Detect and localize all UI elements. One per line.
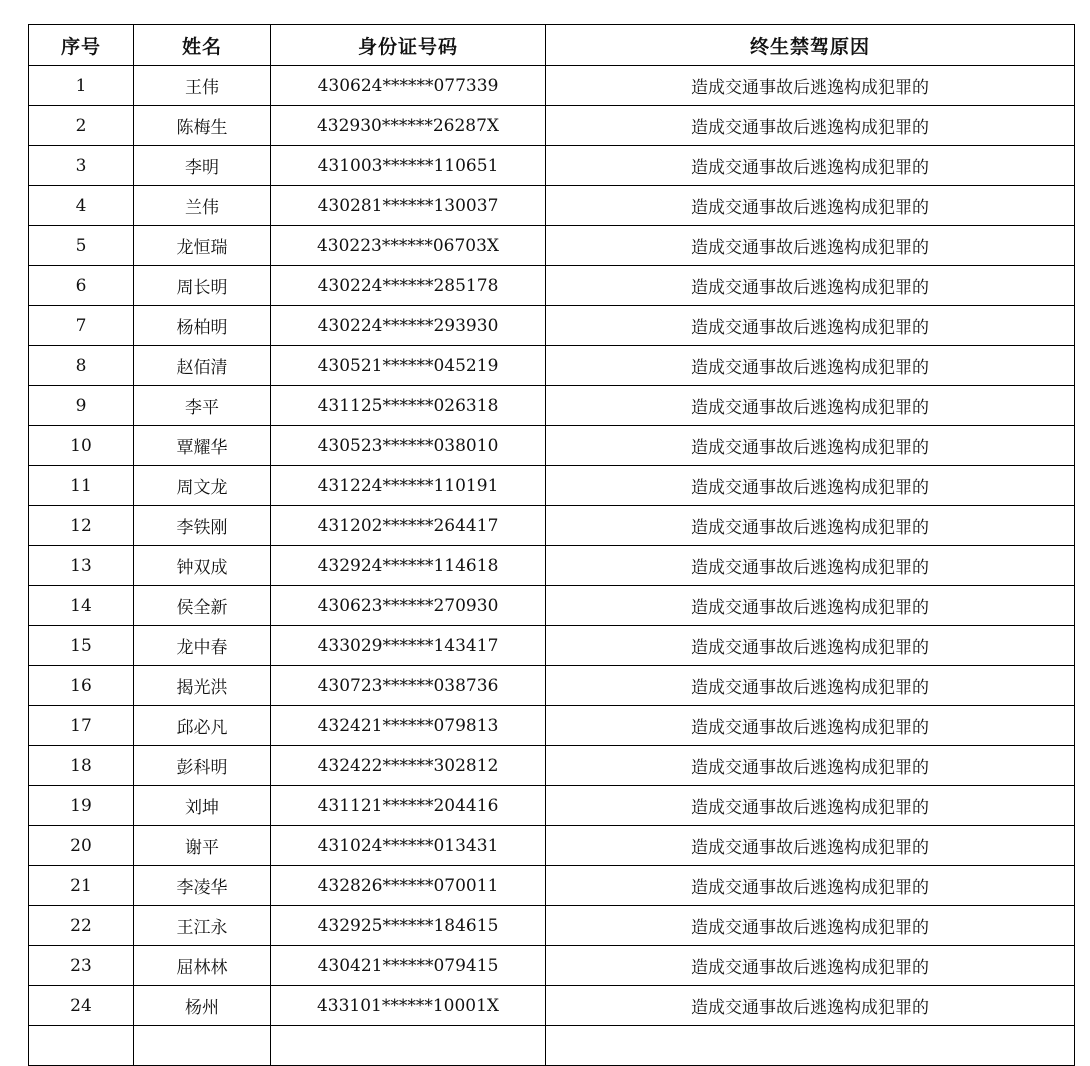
serial-number-cell: 12 [29,506,134,546]
name-cell: 龙恒瑞 [134,226,271,266]
ban-reason-cell: 造成交通事故后逃逸构成犯罪的 [546,306,1075,346]
serial-number-cell: 19 [29,786,134,826]
table-row [29,906,1075,946]
id-number-cell: 432925******184615 [271,906,546,946]
name-cell: 李凌华 [134,866,271,906]
table-row [29,106,1075,146]
table-row [29,786,1075,826]
name-cell: 覃耀华 [134,426,271,466]
serial-number-cell: 8 [29,346,134,386]
ban-reason-cell: 造成交通事故后逃逸构成犯罪的 [546,866,1075,906]
id-number-cell: 430723******038736 [271,666,546,706]
ban-reason-cell: 造成交通事故后逃逸构成犯罪的 [546,426,1075,466]
serial-number-cell: 13 [29,546,134,586]
id-number-cell: 430624******077339 [271,66,546,106]
ban-reason-cell: 造成交通事故后逃逸构成犯罪的 [546,226,1075,266]
serial-number-cell: 24 [29,986,134,1026]
name-cell: 周文龙 [134,466,271,506]
serial-number-cell: 22 [29,906,134,946]
ban-reason-cell: 造成交通事故后逃逸构成犯罪的 [546,266,1075,306]
serial-number-cell: 21 [29,866,134,906]
id-number-cell: 430224******285178 [271,266,546,306]
id-number-cell: 430421******079415 [271,946,546,986]
serial-number-cell: 9 [29,386,134,426]
name-cell: 王伟 [134,66,271,106]
ban-reason-cell: 造成交通事故后逃逸构成犯罪的 [546,986,1075,1026]
id-number-cell: 431125******026318 [271,386,546,426]
header-row [29,25,1075,66]
table-row [29,346,1075,386]
name-cell: 谢平 [134,826,271,866]
name-cell: 陈梅生 [134,106,271,146]
name-cell: 揭光洪 [134,666,271,706]
table-row [29,666,1075,706]
serial-number-cell: 2 [29,106,134,146]
table-row [29,546,1075,586]
name-cell: 周长明 [134,266,271,306]
id-number-cell: 432421******079813 [271,706,546,746]
id-number-cell: 430223******06703X [271,226,546,266]
header-serial-number: 序号 [29,25,134,66]
ban-reason-cell: 造成交通事故后逃逸构成犯罪的 [546,826,1075,866]
id-number-cell: 432930******26287X [271,106,546,146]
name-cell: 龙中春 [134,626,271,666]
ban-reason-cell: 造成交通事故后逃逸构成犯罪的 [546,946,1075,986]
serial-number-cell: 7 [29,306,134,346]
id-number-cell: 430224******293930 [271,306,546,346]
serial-number-cell: 15 [29,626,134,666]
header-name: 姓名 [134,25,271,66]
name-cell: 邱必凡 [134,706,271,746]
ban-reason-cell: 造成交通事故后逃逸构成犯罪的 [546,906,1075,946]
ban-reason-cell: 造成交通事故后逃逸构成犯罪的 [546,106,1075,146]
table-row [29,866,1075,906]
name-cell: 刘坤 [134,786,271,826]
table-row [29,266,1075,306]
name-cell: 王江永 [134,906,271,946]
serial-number-cell: 4 [29,186,134,226]
name-cell: 侯全新 [134,586,271,626]
table-row [29,186,1075,226]
table-row [29,986,1075,1026]
table-row [29,706,1075,746]
serial-number-cell: 14 [29,586,134,626]
header-id-number: 身份证号码 [271,25,546,66]
name-cell: 赵佰清 [134,346,271,386]
serial-number-cell: 20 [29,826,134,866]
name-cell: 杨柏明 [134,306,271,346]
table-row [29,626,1075,666]
ban-reason-cell: 造成交通事故后逃逸构成犯罪的 [546,626,1075,666]
serial-number-cell: 10 [29,426,134,466]
table-row [29,826,1075,866]
id-number-cell: 430281******130037 [271,186,546,226]
id-number-cell: 431202******264417 [271,506,546,546]
id-number-cell: 432924******114618 [271,546,546,586]
table-row [29,1026,1075,1066]
table-row [29,306,1075,346]
table-row [29,746,1075,786]
ban-reason-cell: 造成交通事故后逃逸构成犯罪的 [546,546,1075,586]
table-row [29,386,1075,426]
table-row [29,426,1075,466]
id-number-cell: 431224******110191 [271,466,546,506]
serial-number-cell: 6 [29,266,134,306]
name-cell: 李平 [134,386,271,426]
ban-reason-cell: 造成交通事故后逃逸构成犯罪的 [546,66,1075,106]
table-row [29,946,1075,986]
ban-reason-cell: 造成交通事故后逃逸构成犯罪的 [546,346,1075,386]
name-cell: 屈林林 [134,946,271,986]
name-cell [134,1026,271,1066]
lifetime-driving-ban-table [28,24,1075,1066]
name-cell: 兰伟 [134,186,271,226]
id-number-cell [271,1026,546,1066]
ban-reason-cell: 造成交通事故后逃逸构成犯罪的 [546,746,1075,786]
id-number-cell: 430623******270930 [271,586,546,626]
serial-number-cell: 17 [29,706,134,746]
id-number-cell: 433029******143417 [271,626,546,666]
name-cell: 钟双成 [134,546,271,586]
id-number-cell: 432422******302812 [271,746,546,786]
serial-number-cell: 1 [29,66,134,106]
table-row [29,506,1075,546]
ban-reason-cell: 造成交通事故后逃逸构成犯罪的 [546,706,1075,746]
ban-reason-cell: 造成交通事故后逃逸构成犯罪的 [546,586,1075,626]
header-ban-reason: 终生禁驾原因 [546,25,1075,66]
document-page [28,24,1074,1066]
id-number-cell: 433101******10001X [271,986,546,1026]
serial-number-cell: 16 [29,666,134,706]
id-number-cell: 431003******110651 [271,146,546,186]
ban-reason-cell: 造成交通事故后逃逸构成犯罪的 [546,786,1075,826]
table-row [29,226,1075,266]
table-body [29,66,1075,1066]
table-row [29,66,1075,106]
table-row [29,466,1075,506]
ban-reason-cell: 造成交通事故后逃逸构成犯罪的 [546,186,1075,226]
table-row [29,586,1075,626]
id-number-cell: 430523******038010 [271,426,546,466]
table-row [29,146,1075,186]
ban-reason-cell [546,1026,1075,1066]
serial-number-cell: 11 [29,466,134,506]
id-number-cell: 432826******070011 [271,866,546,906]
name-cell: 李铁刚 [134,506,271,546]
serial-number-cell: 5 [29,226,134,266]
serial-number-cell: 23 [29,946,134,986]
id-number-cell: 430521******045219 [271,346,546,386]
name-cell: 彭科明 [134,746,271,786]
name-cell: 杨州 [134,986,271,1026]
ban-reason-cell: 造成交通事故后逃逸构成犯罪的 [546,666,1075,706]
id-number-cell: 431121******204416 [271,786,546,826]
serial-number-cell [29,1026,134,1066]
serial-number-cell: 18 [29,746,134,786]
ban-reason-cell: 造成交通事故后逃逸构成犯罪的 [546,466,1075,506]
id-number-cell: 431024******013431 [271,826,546,866]
name-cell: 李明 [134,146,271,186]
ban-reason-cell: 造成交通事故后逃逸构成犯罪的 [546,506,1075,546]
table-header [29,25,1075,66]
ban-reason-cell: 造成交通事故后逃逸构成犯罪的 [546,386,1075,426]
serial-number-cell: 3 [29,146,134,186]
ban-reason-cell: 造成交通事故后逃逸构成犯罪的 [546,146,1075,186]
